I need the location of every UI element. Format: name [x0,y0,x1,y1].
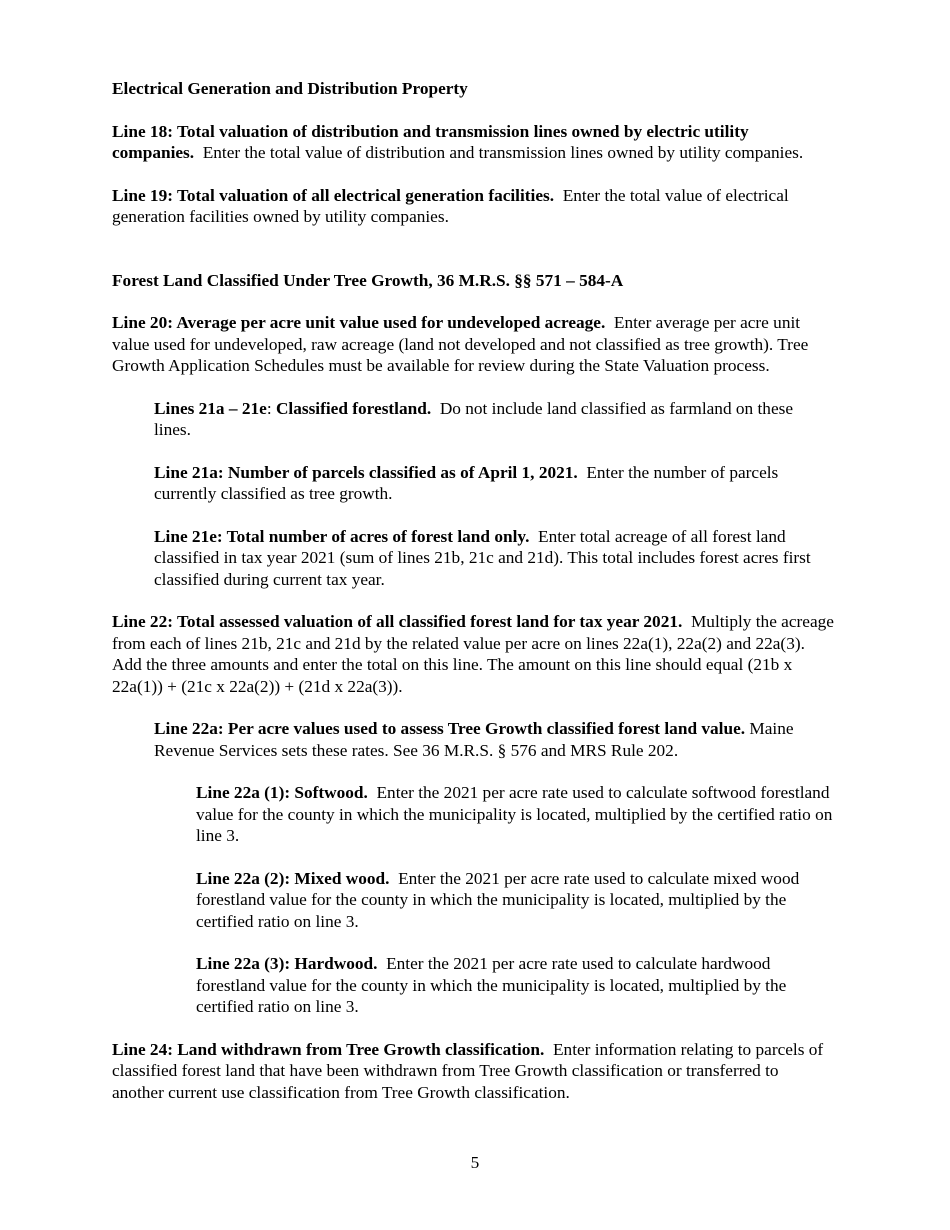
line-20-body: Enter average per acre unit value used for undeveloped, raw acreage (land not developed and not classified as tree growth). Tree Growth Application Schedules must be available for review during the State Valuation process. [112,313,809,375]
line-21e-body: Enter total acreage of all forest land classified in tax year 2021 (sum of lines 21b, 21c and 21d). This total includes forest acres first classified during current tax year. [154,526,811,589]
line-19-paragraph [112,185,834,228]
line-22a-paragraph [154,718,834,761]
page-number: 5 [470,1153,480,1172]
line-19-title: Line 19: Total valuation of all electrical generation facilities. [112,185,555,205]
line-22a1-title: Line 22a (1): Softwood. [196,783,368,802]
line-22a2-title: Line 22a (2): Mixed wood. [196,868,390,888]
section-heading-forest: Forest Land Classified Under Tree Growth, 36 M.R.S. §§ 571 – 584-A [112,270,624,290]
line-18-title: Line 18: Total valuation of distribution and transmission lines owned by electric utility companies. [112,121,749,162]
line-21a-body: Enter the number of parcels currently classified as tree growth. [154,462,779,503]
line-22a3-body: Enter the 2021 per acre rate used to calculate hardwood forestland value for the county in which the municipality is located, multiplied by the certified ratio on line 3. [196,954,787,1016]
line-21e-paragraph [154,526,834,591]
document-page [112,78,834,1103]
lines-21-title-prefix: Lines 21a – 21e [154,398,267,418]
line-21a-paragraph [154,462,834,505]
lines-21-title-sep: : [266,398,276,418]
line-24-paragraph [112,1039,834,1104]
line-18-paragraph [112,121,834,164]
line-22-body: Multiply the acreage from each of lines 21b, 21c and 21d by the related value per acre on lines 22a(1), 22a(2) and 22a(3). Add the three amounts and enter the total on this line. The amount on this line should equal (21b x 22a(1)) + (21c x 22a(2)) + (21d x 22a(3)). [112,612,834,696]
line-22a-body: Maine Revenue Services sets these rates. See 36 M.R.S. § 576 and MRS Rule 202. [154,719,794,760]
line-22a-title: Line 22a: Per acre values used to assess Tree Growth classified forest land value. [154,719,746,738]
line-24-title: Line 24: Land withdrawn from Tree Growth classification. [112,1039,545,1059]
line-22a2-body: Enter the 2021 per acre rate used to calculate mixed wood forestland value for the county in which the municipality is located, multiplied by the certified ratio on line 3. [196,868,800,931]
line-22-paragraph [112,611,834,697]
lines-21-paragraph [154,398,834,441]
line-19-body: Enter the total value of electrical generation facilities owned by utility companies. [112,185,789,226]
section-heading-electrical: Electrical Generation and Distribution Property [112,79,468,98]
line-20-title: Line 20: Average per acre unit value used for undeveloped acreage. [112,313,606,332]
lines-21-body: Do not include land classified as farmland on these lines. [154,398,794,439]
line-18-body: Enter the total value of distribution and transmission lines owned by utility companies. [202,143,804,162]
line-22-title: Line 22: Total assessed valuation of all classified forest land for tax year 2021. [112,612,683,631]
line-22a3-paragraph [196,953,834,1018]
line-22a1-body: Enter the 2021 per acre rate used to calculate softwood forestland value for the county in which the municipality is located, multiplied by the certified ratio on line 3. [196,783,833,845]
line-21e-title: Line 21e: Total number of acres of forest land only. [154,526,530,546]
line-21a-title: Line 21a: Number of parcels classified as of April 1, 2021. [154,462,578,482]
line-22a2-paragraph [196,868,834,933]
line-22a3-title: Line 22a (3): Hardwood. [196,954,378,973]
line-20-paragraph [112,312,834,377]
lines-21-title-suffix: Classified forestland. [275,398,432,418]
line-22a1-paragraph [196,782,834,847]
line-24-body: Enter information relating to parcels of classified forest land that have been withdrawn from Tree Growth classification or transferred to another current use classification from Tree Growth classification. [112,1039,824,1102]
